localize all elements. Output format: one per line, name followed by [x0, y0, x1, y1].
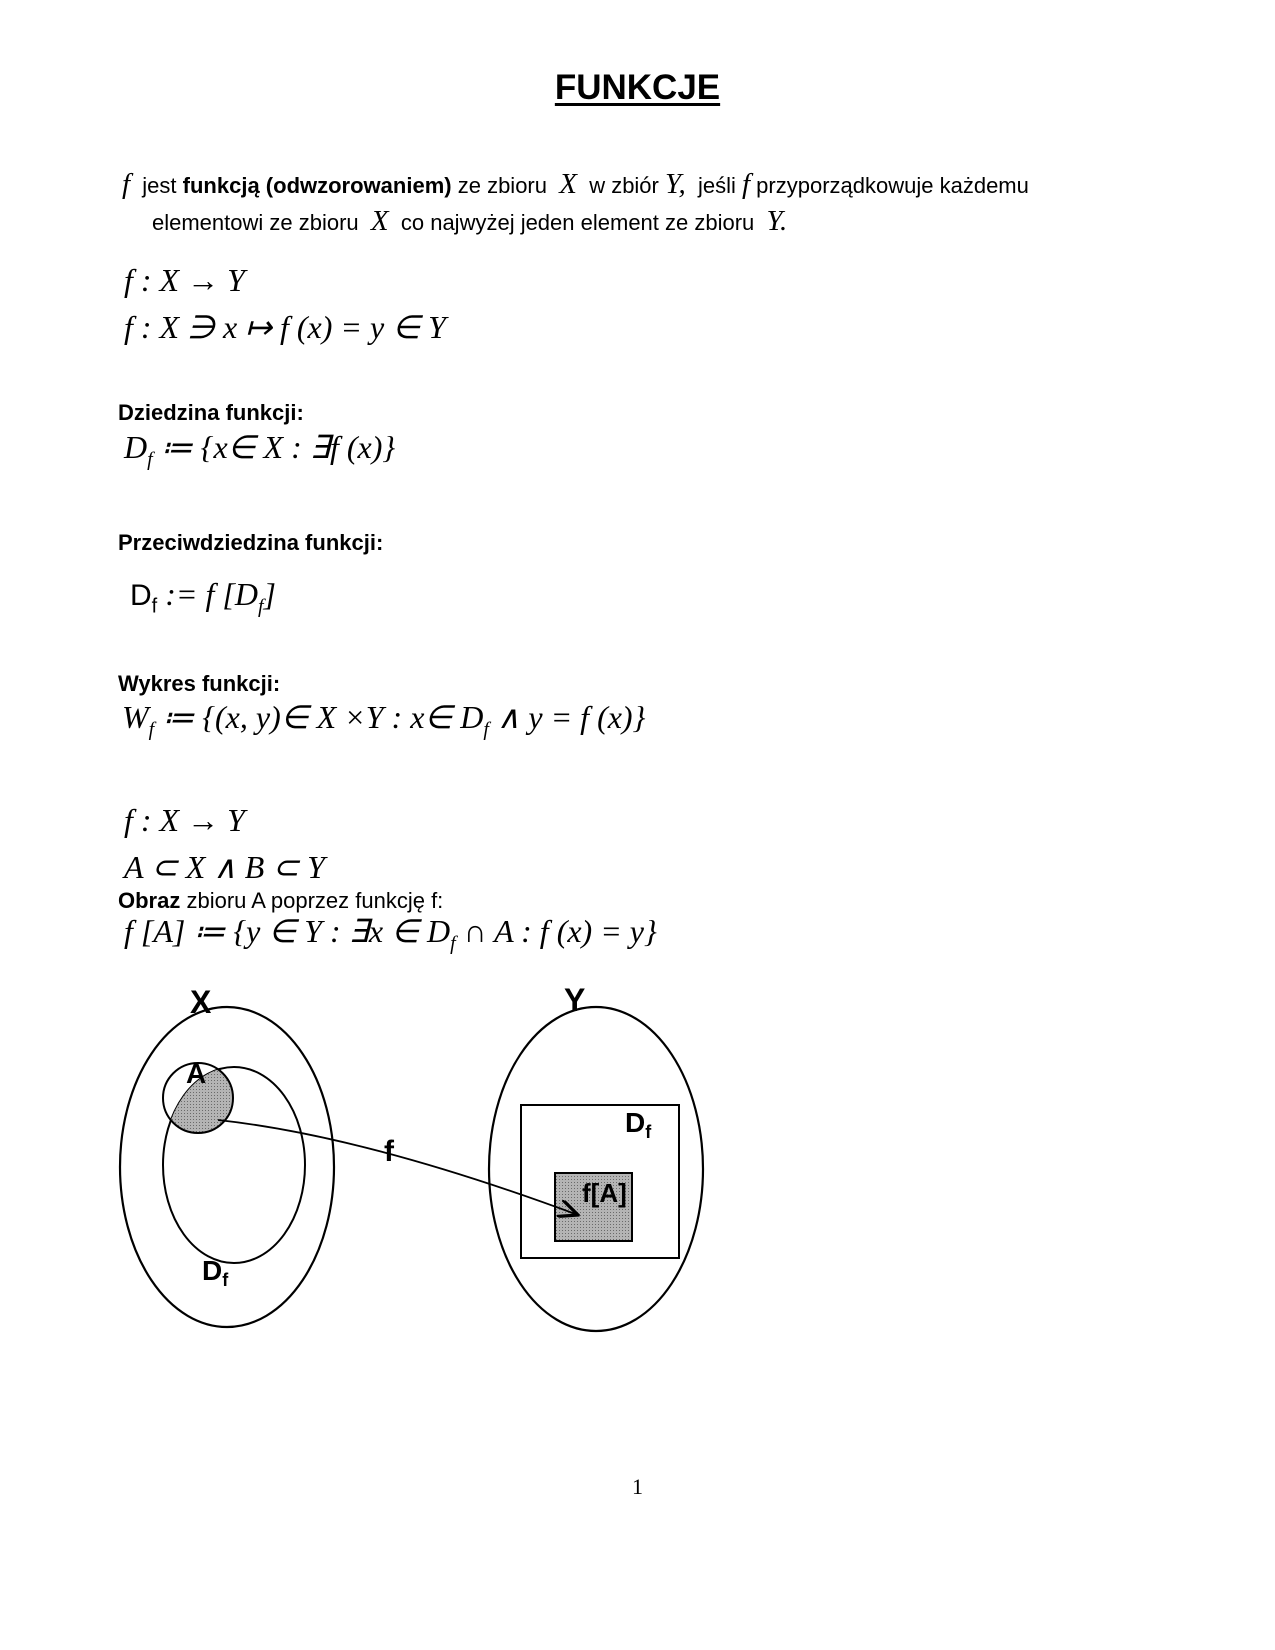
image-sub: f: [450, 932, 456, 955]
label-Df: [202, 1255, 229, 1290]
symbol-Y: Y,: [665, 168, 686, 200]
formula-codomain: [130, 576, 276, 618]
definition-line-1: [122, 168, 1029, 201]
label-Y: Y: [564, 982, 586, 1018]
image-heading: [118, 888, 443, 914]
function-diagram: [100, 975, 740, 1355]
domain-sub: f: [147, 448, 153, 471]
label-Cf: [625, 1107, 652, 1142]
image-rhs: ∩ A : f (x) = y}: [455, 913, 657, 949]
symbol-Y: Y.: [766, 205, 788, 237]
formula-domain: [124, 428, 395, 471]
codomain-rhs-end: ]: [263, 576, 276, 612]
domain-lhs: D: [124, 429, 148, 465]
definition-text: jeśli: [697, 173, 736, 198]
label-Df-main: D: [202, 1255, 223, 1286]
formula-mapping-element: f : X ∋ x ↦ f (x) = y ∈ Y: [124, 309, 446, 345]
symbol-f: f: [741, 168, 751, 200]
label-Cf-sub: f: [645, 1122, 652, 1142]
graph-rhs-1: ≔ {(x, y)∈ X ×Y : x∈ D: [154, 699, 484, 735]
page-number: 1: [632, 1474, 643, 1499]
graph-rhs-sub: f: [483, 718, 489, 741]
page-title: FUNKCJE: [554, 68, 721, 107]
graph-heading: Wykres funkcji:: [118, 671, 281, 696]
definition-text: w zbiór: [589, 173, 659, 198]
label-Cf-main: D: [625, 1107, 646, 1138]
label-f: f: [384, 1135, 394, 1168]
formula-subsets: A ⊂ X ∧ B ⊂ Y: [124, 849, 325, 885]
definition-text: jest: [142, 173, 177, 198]
graph-lhs: W: [122, 699, 149, 735]
function-arrow: [218, 1120, 578, 1215]
formula-graph: [122, 698, 645, 741]
symbol-X: X: [370, 205, 389, 237]
label-Df-sub: f: [222, 1270, 229, 1290]
image-heading-bold: Obraz: [118, 888, 181, 913]
codomain-rhs-sub: f: [257, 595, 264, 618]
image-heading-rest: zbioru A poprzez funkcję f:: [186, 888, 444, 913]
codomain-rhs: := f [D: [165, 576, 258, 612]
definition-text: przyporządkowuje każdemu: [756, 173, 1029, 198]
label-fA: f[A]: [582, 1178, 627, 1208]
domain-heading: Dziedzina funkcji:: [118, 400, 304, 425]
formula-mapping: f : X → Y: [124, 262, 245, 298]
symbol-X: X: [559, 168, 577, 200]
definition-text: co najwyżej jeden element ze zbioru: [400, 210, 755, 235]
definition-text: ze zbioru: [457, 173, 547, 198]
definition-text: elementowi ze zbioru: [152, 210, 359, 235]
graph-rhs-2: ∧ y = f (x)}: [488, 699, 646, 735]
definition-line-2: [152, 205, 787, 238]
label-X: X: [190, 984, 212, 1020]
formula-image: [124, 912, 657, 955]
formula-image-mapping: f : X → Y: [124, 802, 245, 838]
codomain-sub: f: [151, 595, 158, 618]
definition-term: funkcją (odwzorowaniem): [182, 173, 452, 198]
graph-sub: f: [148, 718, 155, 741]
codomain-lhs: D: [130, 579, 152, 612]
codomain-heading: Przeciwdziedzina funkcji:: [118, 530, 384, 555]
domain-rhs: ≔ {x∈ X : ∃f (x)}: [152, 429, 396, 465]
image-lhs: f [A] ≔ {y ∈ Y : ∃x ∈ D: [124, 913, 451, 949]
label-A: A: [186, 1058, 207, 1089]
symbol-f: f: [122, 168, 131, 200]
